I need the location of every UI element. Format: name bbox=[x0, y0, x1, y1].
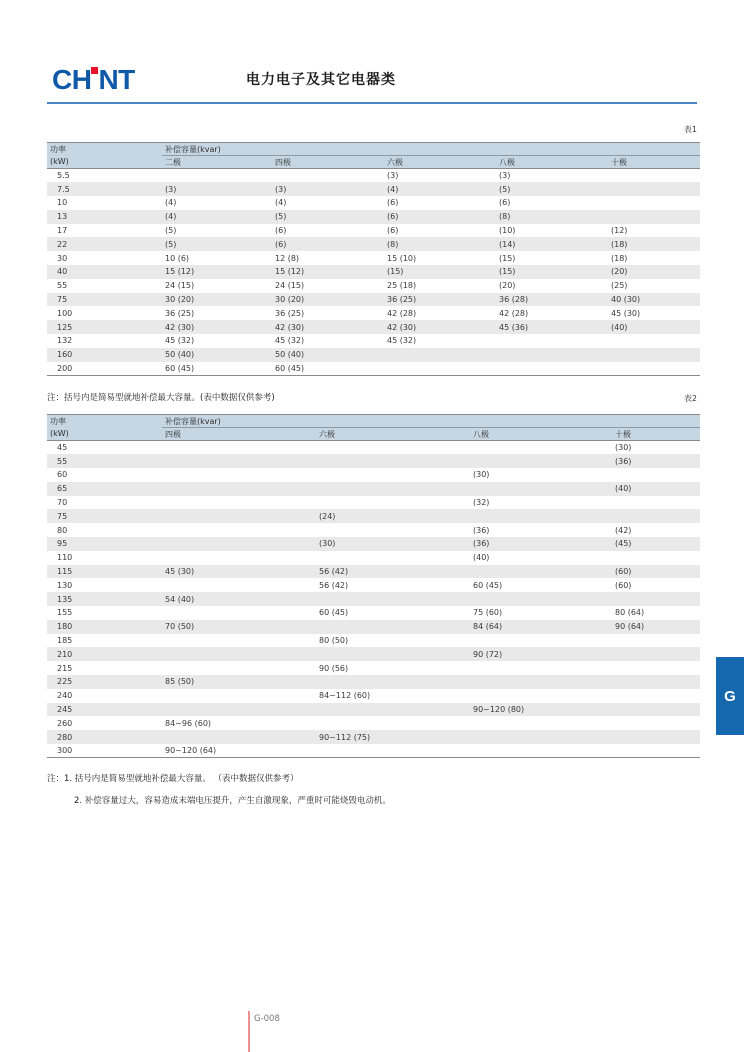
capacity-value-cell bbox=[470, 441, 612, 455]
capacity-value-cell bbox=[162, 647, 316, 661]
capacity-value-cell bbox=[162, 169, 272, 183]
page-footnotes bbox=[47, 768, 391, 812]
capacity-value-cell: 45 (30) bbox=[165, 567, 195, 577]
capacity-value-cell bbox=[612, 509, 700, 523]
capacity-value-cell bbox=[162, 661, 316, 675]
capacity-value-cell bbox=[162, 730, 316, 744]
capacity-value-cell: (8) bbox=[499, 212, 511, 222]
capacity-value-cell: (3) bbox=[387, 171, 399, 181]
capacity-value-cell bbox=[384, 348, 496, 362]
table-row bbox=[47, 237, 700, 251]
capacity-value-cell bbox=[470, 744, 612, 758]
power-value-cell: 130 bbox=[57, 580, 73, 590]
capacity-value-cell bbox=[162, 509, 316, 523]
pole-count-header: 十极 bbox=[612, 428, 700, 441]
capacity-value-cell: 80 (64) bbox=[615, 608, 645, 618]
table-row bbox=[47, 441, 700, 455]
capacity-value-cell: (15) bbox=[499, 253, 516, 263]
capacity-value-cell: 45 (32) bbox=[275, 336, 305, 346]
capacity-value-cell bbox=[316, 454, 470, 468]
capacity-value-cell bbox=[162, 537, 316, 551]
power-value-cell: 65 bbox=[57, 484, 68, 494]
capacity-value-cell: (15) bbox=[499, 267, 516, 277]
capacity-value-cell: (32) bbox=[473, 498, 490, 508]
power-value-cell: 300 bbox=[47, 744, 162, 758]
capacity-value-cell: 56 (42) bbox=[319, 567, 349, 577]
capacity-value-cell bbox=[162, 454, 316, 468]
capacity-value-cell bbox=[316, 441, 470, 455]
capacity-value-cell bbox=[608, 210, 700, 224]
power-value-cell: 40 bbox=[57, 267, 68, 277]
table-header-row bbox=[47, 415, 700, 428]
chint-logo-red-dot-icon bbox=[91, 67, 98, 74]
capacity-value-cell bbox=[612, 716, 700, 730]
table-subheader-row bbox=[47, 428, 700, 441]
capacity-value-cell bbox=[496, 362, 608, 376]
power-value-cell: 75 bbox=[57, 295, 68, 305]
capacity-value-cell: 36 (28) bbox=[499, 295, 529, 305]
capacity-value-cell: 45 (32) bbox=[387, 336, 417, 346]
power-value-cell: 75 bbox=[57, 511, 68, 521]
capacity-value-cell bbox=[162, 441, 316, 455]
capacity-value-cell: 60 (45) bbox=[162, 362, 272, 376]
capacity-value-cell: (20) bbox=[499, 281, 516, 291]
page-title: 电力电子及其它电器类 bbox=[246, 72, 396, 88]
power-value-cell: 55 bbox=[57, 281, 68, 291]
capacity-value-cell: 10 (6) bbox=[165, 253, 190, 263]
table-row bbox=[47, 320, 700, 334]
capacity-value-cell: (18) bbox=[611, 253, 628, 263]
table-row bbox=[47, 689, 700, 703]
capacity-value-cell: (6) bbox=[275, 226, 287, 236]
capacity-value-cell bbox=[316, 523, 470, 537]
capacity-value-cell bbox=[470, 730, 612, 744]
capacity-value-cell bbox=[316, 468, 470, 482]
capacity-value-cell bbox=[608, 362, 700, 376]
capacity-value-cell: 84~96 (60) bbox=[165, 718, 212, 728]
capacity-value-cell: (20) bbox=[611, 267, 628, 277]
table-row bbox=[47, 251, 700, 265]
power-value-cell: 22 bbox=[57, 239, 68, 249]
capacity-value-cell: (3) bbox=[165, 184, 177, 194]
power-value-cell: 30 bbox=[57, 253, 68, 263]
capacity-value-cell: (10) bbox=[499, 226, 516, 236]
pole-count-header: 二极 bbox=[162, 156, 272, 169]
pole-count-header: 四极 bbox=[272, 156, 384, 169]
capacity-value-cell: 42 (30) bbox=[387, 322, 417, 332]
capacity-value-cell bbox=[162, 468, 316, 482]
capacity-value-cell bbox=[612, 744, 700, 758]
table-row bbox=[47, 224, 700, 238]
capacity-value-cell bbox=[470, 454, 612, 468]
capacity-value-cell: (3) bbox=[499, 171, 511, 181]
power-column-header: 功率 bbox=[47, 143, 162, 156]
power-column-header: 功率 bbox=[47, 415, 162, 428]
power-value-cell: 260 bbox=[57, 718, 73, 728]
capacity-value-cell: 90~112 (75) bbox=[319, 732, 371, 742]
capacity-value-cell bbox=[162, 578, 316, 592]
capacity-value-cell: (40) bbox=[615, 484, 632, 494]
table-row bbox=[47, 730, 700, 744]
table-row bbox=[47, 496, 700, 510]
power-value-cell: 80 bbox=[57, 525, 68, 535]
capacity-value-cell: (6) bbox=[275, 239, 287, 249]
capacity-value-cell bbox=[612, 496, 700, 510]
power-value-cell: 185 bbox=[57, 636, 73, 646]
capacity-value-cell bbox=[316, 592, 470, 606]
capacity-value-cell: (4) bbox=[165, 212, 177, 222]
capacity-value-cell: 45 (36) bbox=[499, 322, 529, 332]
capacity-value-cell: (6) bbox=[387, 212, 399, 222]
capacity-value-cell bbox=[612, 647, 700, 661]
table-subheader-row bbox=[47, 156, 700, 169]
capacity-value-cell: (5) bbox=[499, 184, 511, 194]
table-row bbox=[47, 169, 700, 183]
capacity-value-cell: 50 (40) bbox=[165, 350, 195, 360]
capacity-value-cell bbox=[612, 703, 700, 717]
power-value-cell: 160 bbox=[57, 350, 73, 360]
capacity-value-cell: (60) bbox=[615, 567, 632, 577]
capacity-value-cell bbox=[162, 634, 316, 648]
capacity-value-cell: (30) bbox=[615, 443, 632, 453]
capacity-value-cell: (18) bbox=[611, 239, 628, 249]
capacity-value-cell: (15) bbox=[387, 267, 404, 277]
power-value-cell: 5.5 bbox=[57, 171, 70, 181]
table-row bbox=[47, 210, 700, 224]
capacity-value-cell bbox=[608, 182, 700, 196]
capacity-value-cell: (40) bbox=[611, 322, 628, 332]
capacity-value-cell bbox=[384, 362, 496, 376]
capacity-value-cell bbox=[612, 634, 700, 648]
power-value-cell: 245 bbox=[57, 705, 73, 715]
capacity-value-cell: (4) bbox=[387, 184, 399, 194]
capacity-value-cell: (30) bbox=[319, 539, 336, 549]
footer-red-mark bbox=[248, 1011, 250, 1052]
capacity-value-cell: 70 (50) bbox=[165, 622, 195, 632]
capacity-value-cell bbox=[316, 647, 470, 661]
capacity-value-cell: 42 (28) bbox=[499, 308, 529, 318]
table-row bbox=[47, 565, 700, 579]
capacity-value-cell bbox=[470, 565, 612, 579]
capacity-value-cell: (4) bbox=[165, 198, 177, 208]
capacity-value-cell bbox=[470, 675, 612, 689]
capacity-value-cell: (5) bbox=[165, 226, 177, 236]
pole-count-header: 六极 bbox=[384, 156, 496, 169]
power-value-cell: 70 bbox=[57, 498, 68, 508]
capacity-value-cell: 84~112 (60) bbox=[319, 691, 371, 701]
table-header-row bbox=[47, 143, 700, 156]
table-row bbox=[47, 551, 700, 565]
capacity-value-cell: (5) bbox=[275, 212, 287, 222]
capacity-value-cell: 36 (25) bbox=[387, 295, 417, 305]
table-row bbox=[47, 675, 700, 689]
capacity-value-cell: 45 (30) bbox=[611, 308, 641, 318]
table-row bbox=[47, 578, 700, 592]
table-row bbox=[47, 592, 700, 606]
power-value-cell: 132 bbox=[57, 336, 73, 346]
compensation-capacity-table-1 bbox=[47, 142, 700, 376]
capacity-value-cell bbox=[162, 606, 316, 620]
capacity-value-cell bbox=[612, 675, 700, 689]
table-row bbox=[47, 468, 700, 482]
power-value-cell: 210 bbox=[57, 649, 73, 659]
capacity-value-cell: 90 (64) bbox=[615, 622, 645, 632]
capacity-value-cell: 84 (64) bbox=[473, 622, 503, 632]
capacity-value-cell: 90 (72) bbox=[473, 649, 503, 659]
capacity-value-cell bbox=[272, 169, 384, 183]
table-row bbox=[47, 306, 700, 320]
power-value-cell: 115 bbox=[57, 567, 73, 577]
power-value-cell: 155 bbox=[57, 608, 73, 618]
capacity-value-cell bbox=[470, 689, 612, 703]
capacity-value-cell bbox=[612, 689, 700, 703]
table-row bbox=[47, 182, 700, 196]
capacity-value-cell bbox=[470, 592, 612, 606]
capacity-value-cell: 75 (60) bbox=[473, 608, 503, 618]
table-row bbox=[47, 606, 700, 620]
capacity-value-cell: (8) bbox=[387, 239, 399, 249]
page-number: G-008 bbox=[254, 1014, 280, 1024]
table2-tag: 表2 bbox=[683, 394, 697, 403]
table-row bbox=[47, 482, 700, 496]
pole-count-header: 十极 bbox=[608, 156, 700, 169]
capacity-value-cell bbox=[162, 496, 316, 510]
table-row bbox=[47, 279, 700, 293]
table-row bbox=[47, 265, 700, 279]
capacity-value-cell: 15 (12) bbox=[275, 267, 305, 277]
footnote-line-2: 2. 补偿容量过大，容易造成末端电压提升，产生自激现象，严重时可能烧毁电动机。 bbox=[74, 796, 391, 806]
table-row bbox=[47, 716, 700, 730]
capacity-value-cell bbox=[316, 716, 470, 730]
capacity-value-cell bbox=[162, 551, 316, 565]
table-row bbox=[47, 537, 700, 551]
capacity-value-cell bbox=[612, 468, 700, 482]
power-value-cell: 55 bbox=[57, 456, 68, 466]
chint-logo-text-right: NT bbox=[98, 64, 135, 95]
capacity-value-cell: 15 (10) bbox=[387, 253, 417, 263]
capacity-value-cell: (40) bbox=[473, 553, 490, 563]
capacity-value-cell: (12) bbox=[611, 226, 628, 236]
header-divider bbox=[47, 102, 697, 104]
compensation-capacity-table-2 bbox=[47, 414, 700, 758]
power-value-cell: 180 bbox=[57, 622, 73, 632]
power-value-cell: 225 bbox=[57, 677, 73, 687]
capacity-value-cell: 54 (40) bbox=[165, 594, 195, 604]
capacity-value-cell bbox=[316, 744, 470, 758]
capacity-value-cell bbox=[470, 509, 612, 523]
capacity-value-cell bbox=[612, 661, 700, 675]
power-value-cell: 135 bbox=[57, 594, 73, 604]
pole-count-header: 六极 bbox=[316, 428, 470, 441]
capacity-value-cell bbox=[316, 620, 470, 634]
capacity-value-cell: 30 (20) bbox=[275, 295, 305, 305]
capacity-value-cell: 42 (30) bbox=[165, 322, 195, 332]
capacity-value-cell: (25) bbox=[611, 281, 628, 291]
capacity-value-cell: (36) bbox=[615, 456, 632, 466]
power-value-cell: 60 bbox=[57, 470, 68, 480]
power-unit-header: (kW) bbox=[47, 156, 162, 169]
capacity-value-cell: 42 (30) bbox=[275, 322, 305, 332]
power-value-cell: 45 bbox=[57, 443, 68, 453]
capacity-value-cell bbox=[608, 334, 700, 348]
capacity-column-header: 补偿容量(kvar) bbox=[162, 415, 700, 428]
capacity-value-cell bbox=[316, 703, 470, 717]
capacity-value-cell bbox=[162, 523, 316, 537]
capacity-value-cell: 30 (20) bbox=[165, 295, 195, 305]
capacity-column-header: 补偿容量(kvar) bbox=[162, 143, 700, 156]
capacity-value-cell bbox=[612, 551, 700, 565]
capacity-value-cell: 42 (28) bbox=[387, 308, 417, 318]
capacity-value-cell: 60 (45) bbox=[473, 580, 503, 590]
pole-count-header: 八极 bbox=[470, 428, 612, 441]
capacity-value-cell bbox=[316, 675, 470, 689]
table-row bbox=[47, 348, 700, 362]
capacity-value-cell: 60 (45) bbox=[319, 608, 349, 618]
capacity-value-cell: 50 (40) bbox=[275, 350, 305, 360]
capacity-value-cell: 25 (18) bbox=[387, 281, 417, 291]
power-value-cell: 13 bbox=[57, 212, 68, 222]
table-row bbox=[47, 334, 700, 348]
capacity-value-cell: (60) bbox=[615, 580, 632, 590]
table-row bbox=[47, 196, 700, 210]
capacity-value-cell: (36) bbox=[473, 539, 490, 549]
capacity-value-cell: 60 (45) bbox=[272, 362, 384, 376]
section-tab-g: G bbox=[716, 657, 744, 735]
capacity-value-cell: 80 (50) bbox=[319, 636, 349, 646]
capacity-value-cell: 90 (56) bbox=[319, 663, 349, 673]
table-row bbox=[47, 661, 700, 675]
capacity-value-cell bbox=[316, 496, 470, 510]
table-row bbox=[47, 454, 700, 468]
table1-note: 注：括号内是简易型就地补偿最大容量。(表中数据仅供参考) bbox=[47, 393, 275, 403]
power-value-cell: 200 bbox=[47, 362, 162, 376]
power-value-cell: 110 bbox=[57, 553, 73, 563]
capacity-value-cell: (6) bbox=[387, 198, 399, 208]
table-row bbox=[47, 620, 700, 634]
capacity-value-cell bbox=[470, 716, 612, 730]
capacity-value-cell: (14) bbox=[499, 239, 516, 249]
power-value-cell: 215 bbox=[57, 663, 73, 673]
power-value-cell: 125 bbox=[57, 322, 73, 332]
capacity-value-cell: 15 (12) bbox=[165, 267, 195, 277]
capacity-value-cell bbox=[612, 592, 700, 606]
capacity-value-cell: 56 (42) bbox=[319, 580, 349, 590]
power-value-cell: 10 bbox=[57, 198, 68, 208]
table-row bbox=[47, 523, 700, 537]
capacity-value-cell bbox=[316, 551, 470, 565]
footnote-line-1: 注：1. 括号内是简易型就地补偿最大容量。 （表中数据仅供参考） bbox=[47, 774, 299, 784]
power-value-cell: 240 bbox=[57, 691, 73, 701]
capacity-value-cell bbox=[608, 196, 700, 210]
table-row bbox=[47, 634, 700, 648]
capacity-value-cell: (30) bbox=[473, 470, 490, 480]
capacity-value-cell: (42) bbox=[615, 525, 632, 535]
capacity-value-cell bbox=[470, 661, 612, 675]
power-unit-header: (kW) bbox=[47, 428, 162, 441]
capacity-value-cell bbox=[608, 348, 700, 362]
capacity-value-cell: (5) bbox=[165, 239, 177, 249]
table-row bbox=[47, 703, 700, 717]
power-value-cell: 7.5 bbox=[57, 184, 70, 194]
capacity-value-cell bbox=[316, 482, 470, 496]
capacity-value-cell bbox=[612, 730, 700, 744]
capacity-value-cell: 90~120 (80) bbox=[473, 705, 525, 715]
power-value-cell: 100 bbox=[57, 308, 73, 318]
table-row bbox=[47, 293, 700, 307]
capacity-value-cell: 45 (32) bbox=[165, 336, 195, 346]
chint-logo-text-left: CH bbox=[52, 64, 92, 95]
capacity-value-cell: 85 (50) bbox=[165, 677, 195, 687]
table1-tag: 表1 bbox=[683, 125, 697, 134]
table-row bbox=[47, 647, 700, 661]
power-value-cell: 95 bbox=[57, 539, 68, 549]
capacity-value-cell bbox=[496, 348, 608, 362]
table-row bbox=[47, 509, 700, 523]
capacity-value-cell: 40 (30) bbox=[611, 295, 641, 305]
capacity-value-cell: 36 (25) bbox=[275, 308, 305, 318]
pole-count-header: 八极 bbox=[496, 156, 608, 169]
capacity-value-cell bbox=[162, 703, 316, 717]
capacity-value-cell: (3) bbox=[275, 184, 287, 194]
capacity-value-cell: (45) bbox=[615, 539, 632, 549]
table-row bbox=[47, 362, 700, 376]
capacity-value-cell: (36) bbox=[473, 525, 490, 535]
capacity-value-cell bbox=[608, 169, 700, 183]
capacity-value-cell bbox=[496, 334, 608, 348]
capacity-value-cell: (24) bbox=[319, 511, 336, 521]
capacity-value-cell: (6) bbox=[499, 198, 511, 208]
pole-count-header: 四极 bbox=[162, 428, 316, 441]
capacity-value-cell: (4) bbox=[275, 198, 287, 208]
capacity-value-cell: 90~120 (64) bbox=[162, 744, 316, 758]
capacity-value-cell: 36 (25) bbox=[165, 308, 195, 318]
capacity-value-cell bbox=[470, 634, 612, 648]
power-value-cell: 280 bbox=[57, 732, 73, 742]
capacity-value-cell: 24 (15) bbox=[165, 281, 195, 291]
power-value-cell: 17 bbox=[57, 226, 68, 236]
capacity-value-cell bbox=[162, 482, 316, 496]
chint-logo bbox=[52, 66, 135, 94]
capacity-value-cell: 12 (8) bbox=[275, 253, 300, 263]
table-row bbox=[47, 744, 700, 758]
capacity-value-cell: 24 (15) bbox=[275, 281, 305, 291]
capacity-value-cell bbox=[162, 689, 316, 703]
capacity-value-cell: (6) bbox=[387, 226, 399, 236]
capacity-value-cell bbox=[470, 482, 612, 496]
